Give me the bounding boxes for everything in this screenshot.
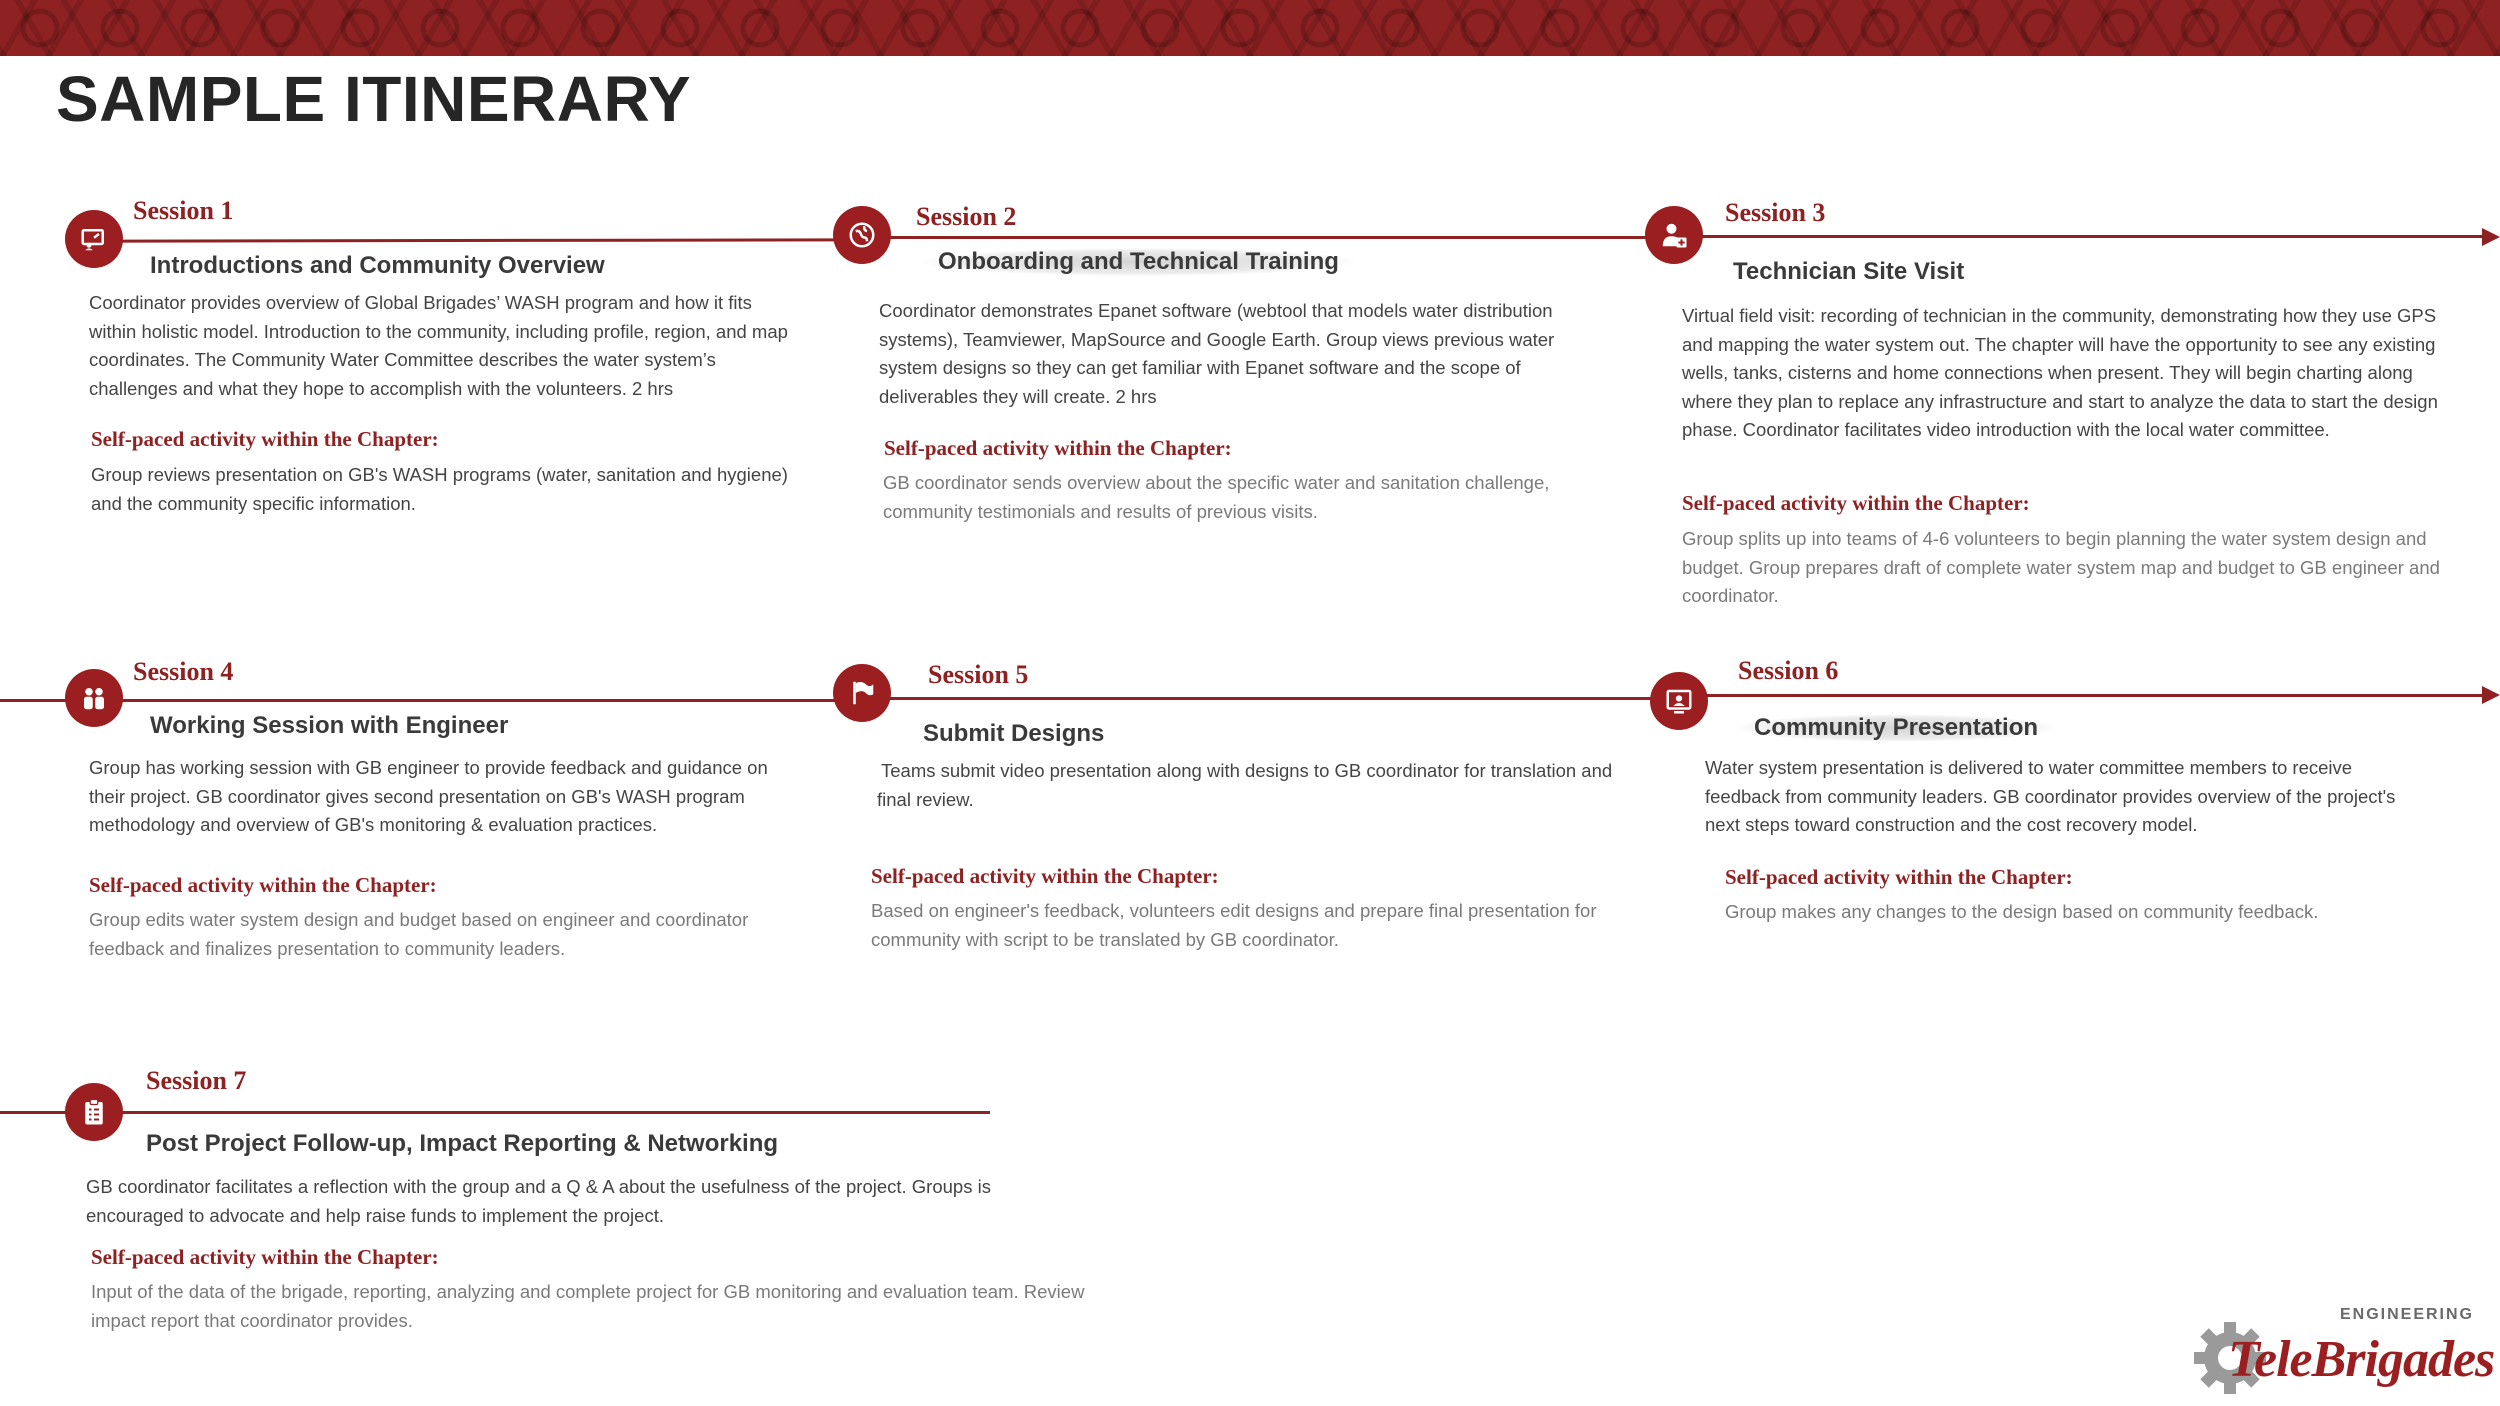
session-5-activity: Based on engineer's feedback, volunteers edit designs and prepare final presentation for community with script to be translated by GB coordinator. — [871, 900, 1597, 950]
session-4-activity-heading: Self-paced activity within the Chapter: — [89, 873, 437, 897]
session-3-activity: Group splits up into teams of 4-6 volunteers to begin planning the water system design and budget. Group prepares draft of complete water system map and budget to GB engineer and coordinator. — [1682, 528, 2440, 606]
session-2-title: Onboarding and Technical Training — [924, 248, 1353, 276]
session-5-title: Submit Designs — [923, 720, 1105, 747]
telebrigades-logo — [2190, 1302, 2495, 1398]
session-4-activity: Group edits water system design and budget based on engineer and coordinator feedback and finalizes presentation to community leaders. — [89, 909, 749, 959]
session-7-label: Session 7 — [146, 1066, 247, 1095]
session-2-activity-heading: Self-paced activity within the Chapter: — [884, 436, 1232, 460]
session-2-activity: GB coordinator sends overview about the specific water and sanitation challenge, community testimonials and results of previous visits. — [883, 472, 1550, 522]
timeline-line — [0, 1111, 990, 1114]
timeline-line — [860, 697, 1670, 700]
session-1-title: Introductions and Community Overview — [150, 252, 605, 279]
globe-icon — [833, 206, 891, 264]
session-6-activity: Group makes any changes to the design based on community feedback. — [1725, 901, 2319, 922]
session-1-activity-heading: Self-paced activity within the Chapter: — [91, 427, 439, 451]
session-5-activity-heading: Self-paced activity within the Chapter: — [871, 864, 1219, 888]
session-3-description: Virtual field visit: recording of technician in the community, demonstrating how they use GPS and mapping the water system out. The chapter will have the opportunity to see any existing wells, tanks, cisterns and home connections when present. They will begin charting along where they plan to replace any infrastructure and start to analyze the data to start the design phase. Coordinator facilitates video introduction with the local water committee. — [1682, 305, 2438, 440]
session-5-label: Session 5 — [928, 660, 1029, 689]
session-6-description: Water system presentation is delivered to water committee members to receive feedback from community leaders. GB coordinator provides overview of the project's next steps toward construction and the cost recovery model. — [1705, 757, 2396, 835]
timeline-line — [1670, 235, 2485, 238]
session-1-activity: Group reviews presentation on GB's WASH programs (water, sanitation and hygiene) and the community specific information. — [91, 464, 788, 514]
technician-icon — [1645, 206, 1703, 264]
session-2-label: Session 2 — [916, 202, 1017, 231]
timeline-line — [100, 238, 840, 242]
session-6-activity-heading: Self-paced activity within the Chapter: — [1725, 865, 2073, 889]
timeline-line — [1670, 694, 2485, 697]
session-3-title: Technician Site Visit — [1733, 258, 1965, 285]
timeline-arrow — [2482, 228, 2500, 246]
session-1-description: Coordinator provides overview of Global Brigades’ WASH program and how it fits within holistic model. Introduction to the community, including profile, region, and map coordinates. The Community Water Committee describes the water system’s challenges and what they hope to accomplish with the volunteers. 2 hrs — [89, 292, 788, 399]
session-6-label: Session 6 — [1738, 656, 1839, 685]
page-title: SAMPLE ITINERARY — [56, 63, 691, 135]
session-7-title: Post Project Follow-up, Impact Reporting & Networking — [146, 1130, 779, 1157]
video-call-icon — [1650, 672, 1708, 730]
session-7-description: GB coordinator facilitates a reflection with the group and a Q & A about the usefulness of the project. Groups is encouraged to advocate and help raise funds to implement the project. — [86, 1176, 991, 1226]
session-3-activity-heading: Self-paced activity within the Chapter: — [1682, 491, 2030, 515]
people-icon — [65, 669, 123, 727]
session-4-label: Session 4 — [133, 657, 234, 686]
session-6-title: Community Presentation — [1740, 714, 2052, 742]
decorative-banner — [0, 0, 2500, 56]
session-4-title: Working Session with Engineer — [150, 712, 509, 739]
timeline-line — [0, 699, 840, 702]
logo-name: TeleBrigades — [2228, 1331, 2495, 1388]
presentation-icon — [65, 210, 123, 268]
session-5-description: Teams submit video presentation along with designs to GB coordinator for translation and final review. — [877, 760, 1613, 810]
clipboard-icon — [65, 1083, 123, 1141]
timeline-line — [860, 236, 1670, 239]
session-2-description: Coordinator demonstrates Epanet software (webtool that models water distribution systems), Teamviewer, MapSource and Google Earth. Group views previous water system designs so they can get familiar with Epanet software and the scope of deliverables they will create. 2 hrs — [879, 300, 1555, 407]
session-1-label: Session 1 — [133, 196, 234, 225]
logo-engineering-text: ENGINEERING — [2339, 1306, 2474, 1323]
flag-icon — [833, 664, 891, 722]
timeline-arrow — [2482, 686, 2500, 704]
session-7-activity: Input of the data of the brigade, reporting, analyzing and complete project for GB monitoring and evaluation team. Review impact report that coordinator provides. — [91, 1281, 1085, 1331]
session-7-activity-heading: Self-paced activity within the Chapter: — [91, 1245, 439, 1269]
session-4-description: Group has working session with GB engineer to provide feedback and guidance on their project. GB coordinator gives second presentation on GB's WASH program methodology and overview of GB's monitoring & evaluation practices. — [89, 757, 768, 835]
session-3-label: Session 3 — [1725, 198, 1826, 227]
